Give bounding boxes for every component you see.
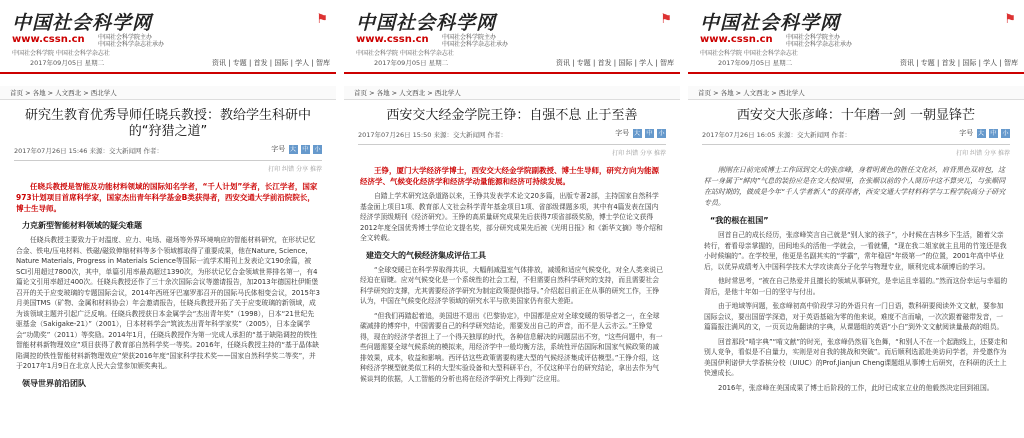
site-url-text: www.cssn.cn: [12, 34, 85, 45]
article-body: [344, 187, 680, 384]
article-paragraph: 他时常思考，“被在自己热爱并且擅长的领域从事研究，是幸运且幸福的。”然而这份幸运与幸福的背后，是他十年如一日的坚守与付出。: [704, 277, 1008, 296]
breadcrumb[interactable]: 首页 > 各地 > 人文西北 > 西北学人: [0, 86, 336, 100]
site-header: [344, 0, 680, 86]
font-size-small-button[interactable]: 小: [658, 130, 665, 137]
logo-subtitle: [442, 34, 508, 48]
logo-subtitle: [98, 34, 164, 48]
header-date: 2017年09月05日 星期二: [374, 59, 449, 67]
article-paragraph: 回首那段“啃字典”“啃文献”的时光，张彦峰仍然眉飞色舞，“和别人不在一个起跑线上，还要走和别人竞争，看似是不自量力，实则是对自我的挑战和突破”。而后顺利选派赴美访问学者，并受邀作为美国伊利诺伊大学香槟分校（UIUC）的Prof.Jianjun Cheng课题组从事博士后研究，在科研的沃土上快速成长。: [704, 337, 1008, 377]
font-size-small-button[interactable]: 小: [314, 146, 321, 153]
article-paragraph: 2016年，张彦峰在美国成果了博士后阶段的工作，此时已成家立业的他毅然决定回到祖国。: [718, 383, 994, 392]
article-lead: 任晓兵教授是智能及功能材料领域的国际知名学者，“千人计划”学者，长江学者，国家973计划项目首席科学家，国家杰出青年科学基金B类获得者，西安交通大学前沿院院长，博士生导师。: [16, 182, 318, 213]
article-meta: [344, 126, 680, 140]
article-paragraph: 自踏上学术研究这条道路以来，王铮共发表学术论文20多篇，出版专著2部，主持国家自然科学基金面上项目1项、教育部人文社会科学青年基金项目1项、省部级课题多项，其中有4篇发表在国内经济学顶级期刊《经济研究》。王铮的高质量研究成果先后获得7项省部级奖励，博士学位论文获得2012年度全国优秀博士学位论文提名奖，部分研究成果先后被《光明日报》和《新华文摘》等介绍和全文转载。: [360, 192, 663, 242]
top-nav[interactable]: 资讯 | 专题 | 首发 | 国际 | 学人 | 智库: [211, 59, 330, 67]
article-tools[interactable]: 打印 纠错 分享 推荐: [268, 166, 322, 173]
logo-subtitle-1: 中国社会科学院主办: [786, 34, 841, 41]
font-size-label: 字号: [271, 145, 286, 153]
header-red-rule: [0, 72, 336, 74]
section-heading: 领导世界前沿团队: [22, 378, 86, 388]
font-size-medium-button[interactable]: 中: [302, 146, 309, 153]
article-title: 西安交大张彦峰：十年磨一剑 一朝显锋芒: [736, 108, 976, 123]
article-lead: 刚刚在日前完成博士工作回到交大的张彦峰，身着明黄色的胜任文化衫，肩背黑色双肩包，这样一身属于“鲜肉”气息的装扮应是在交大校园里，在张顺以前的个人简历中这不算突兀，与张顺同在站时期的，做成是今年“千人学者新人”的获得者，西安交通大学材料科学与工程学院高分子研究专员。: [704, 166, 1006, 207]
org-line: 中国社会科学院 中国社会科学杂志社: [356, 50, 454, 57]
top-nav[interactable]: 资讯 | 专题 | 首发 | 国际 | 学人 | 智库: [899, 59, 1018, 67]
org-line: 中国社会科学院 中国社会科学杂志社: [700, 50, 798, 57]
font-size-medium-button[interactable]: 中: [990, 130, 997, 137]
site-logo[interactable]: 中国社会科学网: [12, 12, 153, 34]
article-meta-text: 2017年07月26日 15:46 来源：交大新闻网 作者：: [14, 147, 164, 155]
article-lead: 王铮，厦门大学经济学博士，西安交大经金学院副教授、博士生导师，研究方向为能源经济学、气候变化经济学和经济学动量能源和经济可持续发展。: [360, 166, 659, 186]
font-size-selector: [615, 128, 666, 138]
article-panel-2: [344, 0, 680, 438]
section-heading: “我的根在祖国”: [710, 216, 769, 225]
logo-subtitle-1: 中国社会科学院主办: [98, 34, 153, 41]
font-size-label: 字号: [615, 129, 630, 137]
site-logo[interactable]: 中国社会科学网: [700, 12, 841, 34]
article-body: [688, 209, 1024, 393]
panel-divider: [680, 0, 688, 438]
red-flag-icon[interactable]: ⚑: [316, 12, 328, 27]
article-paragraph: 由于地域等问题，张彦峰初高中阶段学习的外语只有一门日语，数科研要阅读外文文献，要参加国际会议，要出国留学深造，对于英语基础为零的他来说，难度不言而喻，一次次跟着磁带发音，一篇篇报注满风的文，一页页边角翻读的字典，从课题组的英语“小白”到外文文献阅读量最高的组员。: [704, 302, 1004, 331]
logo-subtitle-1: 中国社会科学院主办: [442, 34, 497, 41]
article-title: 研究生教育优秀导师任晓兵教授：教给学生科研中的“狩猎之道”: [24, 108, 311, 139]
red-flag-icon[interactable]: ⚑: [1004, 12, 1016, 27]
header-red-rule: [688, 72, 1024, 74]
breadcrumb[interactable]: 首页 > 各地 > 人文西北 > 西北学人: [344, 86, 680, 100]
article-body: [0, 214, 336, 389]
article-title: 西安交大经金学院王铮：自强不息 止于至善: [386, 108, 638, 123]
article-tools[interactable]: 打印 纠错 分享 推荐: [956, 150, 1010, 157]
font-size-label: 字号: [959, 129, 974, 137]
site-url-text: www.cssn.cn: [700, 34, 773, 45]
font-size-medium-button[interactable]: 中: [646, 130, 653, 137]
header-date: 2017年09月05日 星期二: [30, 59, 105, 67]
logo-subtitle-2: 中国社会科学杂志社承办: [98, 41, 165, 48]
article-panel-1: [0, 0, 336, 438]
red-flag-icon[interactable]: ⚑: [660, 12, 672, 27]
article-meta: [0, 142, 336, 156]
article-meta: [688, 126, 1024, 140]
site-header: [0, 0, 336, 86]
font-size-small-button[interactable]: 小: [1002, 130, 1009, 137]
org-line: 中国社会科学院 中国社会科学杂志社: [12, 50, 110, 57]
article-paragraph: 任晓兵教授主要致力于对温度、应力、电场、磁场等外界环境响应的智能材料研究，在形状记忆合金、铁电/压电材料、铁磁/磁致伸缩材料等多个领域都取得了重要成果，他在Nature, Science, Nature Materials, Progress in Materials Science等国际一流学术期刊上发表论文190余篇，被SCI引用超过7800次，其中，单篇引用率最高超过1390次，为形状记忆合金领域世界排名第一，有4篇论文引用率超过400次。任晓兵教授还作了三十余次国际会议等邀请报告，加2013年德国杜伊斯堡召开的关于应变玻璃的专题国际会议，2014年西班牙巴塞罗那召开的国际马氏体相变会议，2015年3月美国TMS（矿物、金属和材料协会）年会邀请报告，任晓兵教授开拓了关于应变玻璃的新领域，成为该领域主题并引起广泛反响。任晓兵教授获日本金属学会“杰出青年奖”（1998），日本“21世纪先驱基金（Sakigake-21）”（2001），日本材料学会“筑波杰出青年科学家奖”（2005），日本金属学会“功勋奖”（2011）等奖励。2014年1月，任晓兵教授作为第一完成人承担的“基于缺陷调控的铁性智能材料新物理效应”项目获得了教育部自然科学奖一等奖。2016年，任晓兵教授主持的“基于晶体缺陷调控的铁性智能材料新物理效应”荣获2016年度“国家科学技术奖——国家自然科学奖二等奖”，并于2017年1月9日在北京人民大会堂参加颁奖典礼。: [16, 236, 320, 370]
site-url[interactable]: [12, 34, 85, 45]
site-header: [688, 0, 1024, 86]
panel-divider: [336, 0, 344, 438]
article-meta-text: 2017年07月26日 16:05 来源：交大新闻网 作者：: [702, 131, 852, 139]
site-logo[interactable]: 中国社会科学网: [356, 12, 497, 34]
site-url-text: www.cssn.cn: [356, 34, 429, 45]
article-paragraph: 回首自己的成长经历，张彦峰笑言自己就是“别人家的孩子”，小时候在吉林乡下生活，随着父亲转行，着看母亲掌握的，田间地头的活他一学就会，一看就懂，“现在我二姐家就主且用的竹笼还是我小时候编的”。在学校里，他更是名副其实的“学霸”，常年稳居“年级第一”的位置，2001年高中毕业后，以优异成绩考入中国科学技术大学攻读高分子化学与物理专业，顺利完成本硕博后的学习。: [704, 231, 1007, 271]
site-url[interactable]: [356, 34, 429, 45]
font-size-large-button[interactable]: 大: [634, 130, 641, 137]
logo-subtitle-2: 中国社会科学杂志社承办: [442, 41, 509, 48]
section-heading: 力克新型智能材料领域的疑尖难题: [22, 221, 142, 230]
font-size-selector: [271, 144, 322, 154]
header-red-rule: [344, 72, 680, 74]
font-size-large-button[interactable]: 大: [978, 130, 985, 137]
article-panel-3: [688, 0, 1024, 438]
article-meta-text: 2017年07月26日 15:50 来源：交大新闻网 作者：: [358, 131, 508, 139]
article-tools[interactable]: 打印 纠错 分享 推荐: [612, 150, 666, 157]
logo-subtitle: [786, 34, 852, 48]
breadcrumb[interactable]: 首页 > 各地 > 人文西北 > 西北学人: [688, 86, 1024, 100]
logo-subtitle-2: 中国社会科学杂志社承办: [786, 41, 853, 48]
header-date: 2017年09月05日 星期二: [718, 59, 793, 67]
top-nav[interactable]: 资讯 | 专题 | 首发 | 国际 | 学人 | 智库: [555, 59, 674, 67]
font-size-large-button[interactable]: 大: [290, 146, 297, 153]
site-url[interactable]: [700, 34, 773, 45]
article-paragraph: “但我们再踏起着追，美国进不退出《巴黎协定》，中国都是应对全球变暖的领导者之一，在全球碳减排的博弈中，中国需要自己的科学研究结论，需要发出自己的声音，而不是人云亦云。”王铮觉得，现在的经济学者担上了一个得天独厚的时代，各种信息解决的问题层出不穷，“这些问题中，有一些问题需要全球气候系统的模拟来，用经济学中一般均衡方法，系统性评估国际和国家气候政策的减排效果，成本，收益和影响。西评估这些政策需要构建大型的气候经济集成评估模型。”王铮介绍，这种经济学模型就类似工科的大型实验设备和大型科研平台，不仅这种平台的研究结论，拿出去作为气候谈判的依据，人工智能的分析也将在经济学研究上得到广泛应用。: [360, 311, 663, 383]
article-paragraph: “全球变暖已在科学界取得共识，大幅削减温室气体排放，减缓和适应气候变化，对全人类来说已经迫在眉睫。应对气候变化是一个系统性的社会工程，不但需要自然科学研究的支持，而且需要社会科学研究的支撑，尤其需要经济学研究为制定政策提供指导。”介绍起目前正在从事的研究工作，王铮认为，中国在气候变化经济学领域的研究水平与欧美国家仍有很大差距。: [360, 265, 663, 305]
font-size-selector: [959, 128, 1010, 138]
section-heading: 建造交大的气候经济集成评估工具: [366, 250, 486, 260]
